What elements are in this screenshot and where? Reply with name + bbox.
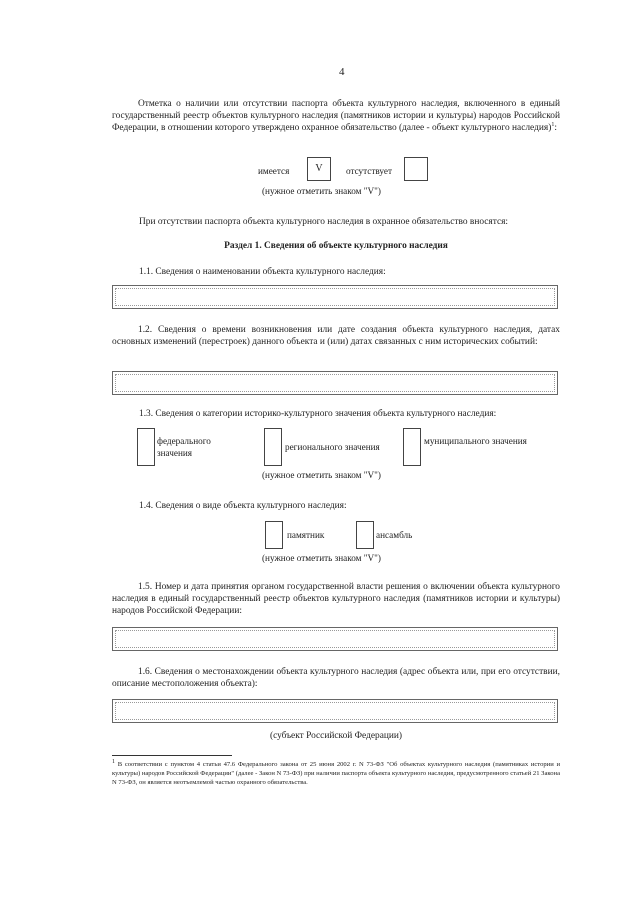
footnote xyxy=(112,760,560,787)
section-title: Раздел 1. Сведения об объекте культурного наследия xyxy=(224,241,448,251)
s1-4-label: 1.4. Сведения о виде объекта культурного наследия: xyxy=(139,501,347,511)
intro-text: Отметка о наличии или отсутствии паспорта объекта культурного наследия, включенного в единый государственный реестр объектов культурного наследия (памятников истории и культуры) народов Российской Федерации, в отношении которого утверждено охранное обязательство (далее - объект культурного наследия) xyxy=(112,99,560,133)
type-monument-label: памятник xyxy=(287,530,325,540)
footnote-ref: 1 xyxy=(551,121,555,128)
category-municipal-label: муниципального значения xyxy=(424,436,527,446)
footnote-divider xyxy=(112,755,232,756)
category-federal-label-line2: значения xyxy=(157,448,193,458)
footnote-number: 1 xyxy=(112,758,115,765)
passport-hint: (нужное отметить знаком "V") xyxy=(262,186,381,196)
intro-suffix: : xyxy=(554,123,557,133)
passport-has-label: имеется xyxy=(258,166,290,176)
category-federal-checkbox[interactable] xyxy=(137,428,155,466)
s1-5-label: 1.5. Номер и дата принятия органом государственной власти решения о включении объекта культурного наследия в единый государственный реестр объектов культурного наследия (памятников истории и культуры) народов Российской Федерации: xyxy=(112,582,560,616)
s1-5-field[interactable] xyxy=(112,627,558,651)
s1-6-field[interactable] xyxy=(112,699,558,723)
passport-has-checkbox[interactable]: V xyxy=(307,157,331,181)
passport-absent-checkbox[interactable] xyxy=(404,157,428,181)
category-regional-label: регионального значения xyxy=(285,442,380,452)
type-monument-checkbox[interactable] xyxy=(265,521,283,549)
type-ensemble-label: ансамбль xyxy=(376,530,413,540)
passport-absent-label: отсутствует xyxy=(346,166,392,176)
s1-3-hint: (нужное отметить знаком "V") xyxy=(262,470,381,480)
s1-6-caption: (субъект Российской Федерации) xyxy=(269,731,403,741)
s1-2-field[interactable] xyxy=(112,371,558,395)
s1-2-label: 1.2. Сведения о времени возникновения или дате создания объекта культурного наследия, датах основных изменений (перестроек) данного объекта и (или) датах связанных с ним исторических событий: xyxy=(112,325,560,347)
s1-1-label: 1.1. Сведения о наименовании объекта культурного наследия: xyxy=(139,267,386,277)
category-municipal-checkbox[interactable] xyxy=(403,428,421,466)
type-ensemble-checkbox[interactable] xyxy=(356,521,374,549)
category-regional-checkbox[interactable] xyxy=(264,428,282,466)
intro-paragraph xyxy=(112,98,560,134)
category-federal-label-line1: федерального xyxy=(157,436,211,446)
s1-4-hint: (нужное отметить знаком "V") xyxy=(262,553,381,563)
s1-6-label: 1.6. Сведения о местонахождении объекта культурного наследия (адрес объекта или, при его отсутствии, описание местоположения объекта): xyxy=(112,667,560,689)
footnote-text: В соответствии с пунктом 4 статьи 47.6 Федерального закона от 25 июня 2002 г. N 73-ФЗ "Об объектах культурного наследия (памятниках истории и культуры) народов Российской Федерации" (далее - Закон N 73-ФЗ) при наличии паспорта объекта культурного наследия, предусмотренного статьей 21 Закона N 73-ФЗ, он является неотъемлемой частью охранного обязательства. xyxy=(112,761,560,786)
absence-note: При отсутствии паспорта объекта культурного наследия в охранное обязательство вносятся: xyxy=(139,217,509,227)
s1-3-label: 1.3. Сведения о категории историко-культурного значения объекта культурного наследия: xyxy=(139,409,497,419)
s1-1-field[interactable] xyxy=(112,285,558,309)
page-number: 4 xyxy=(339,66,345,78)
